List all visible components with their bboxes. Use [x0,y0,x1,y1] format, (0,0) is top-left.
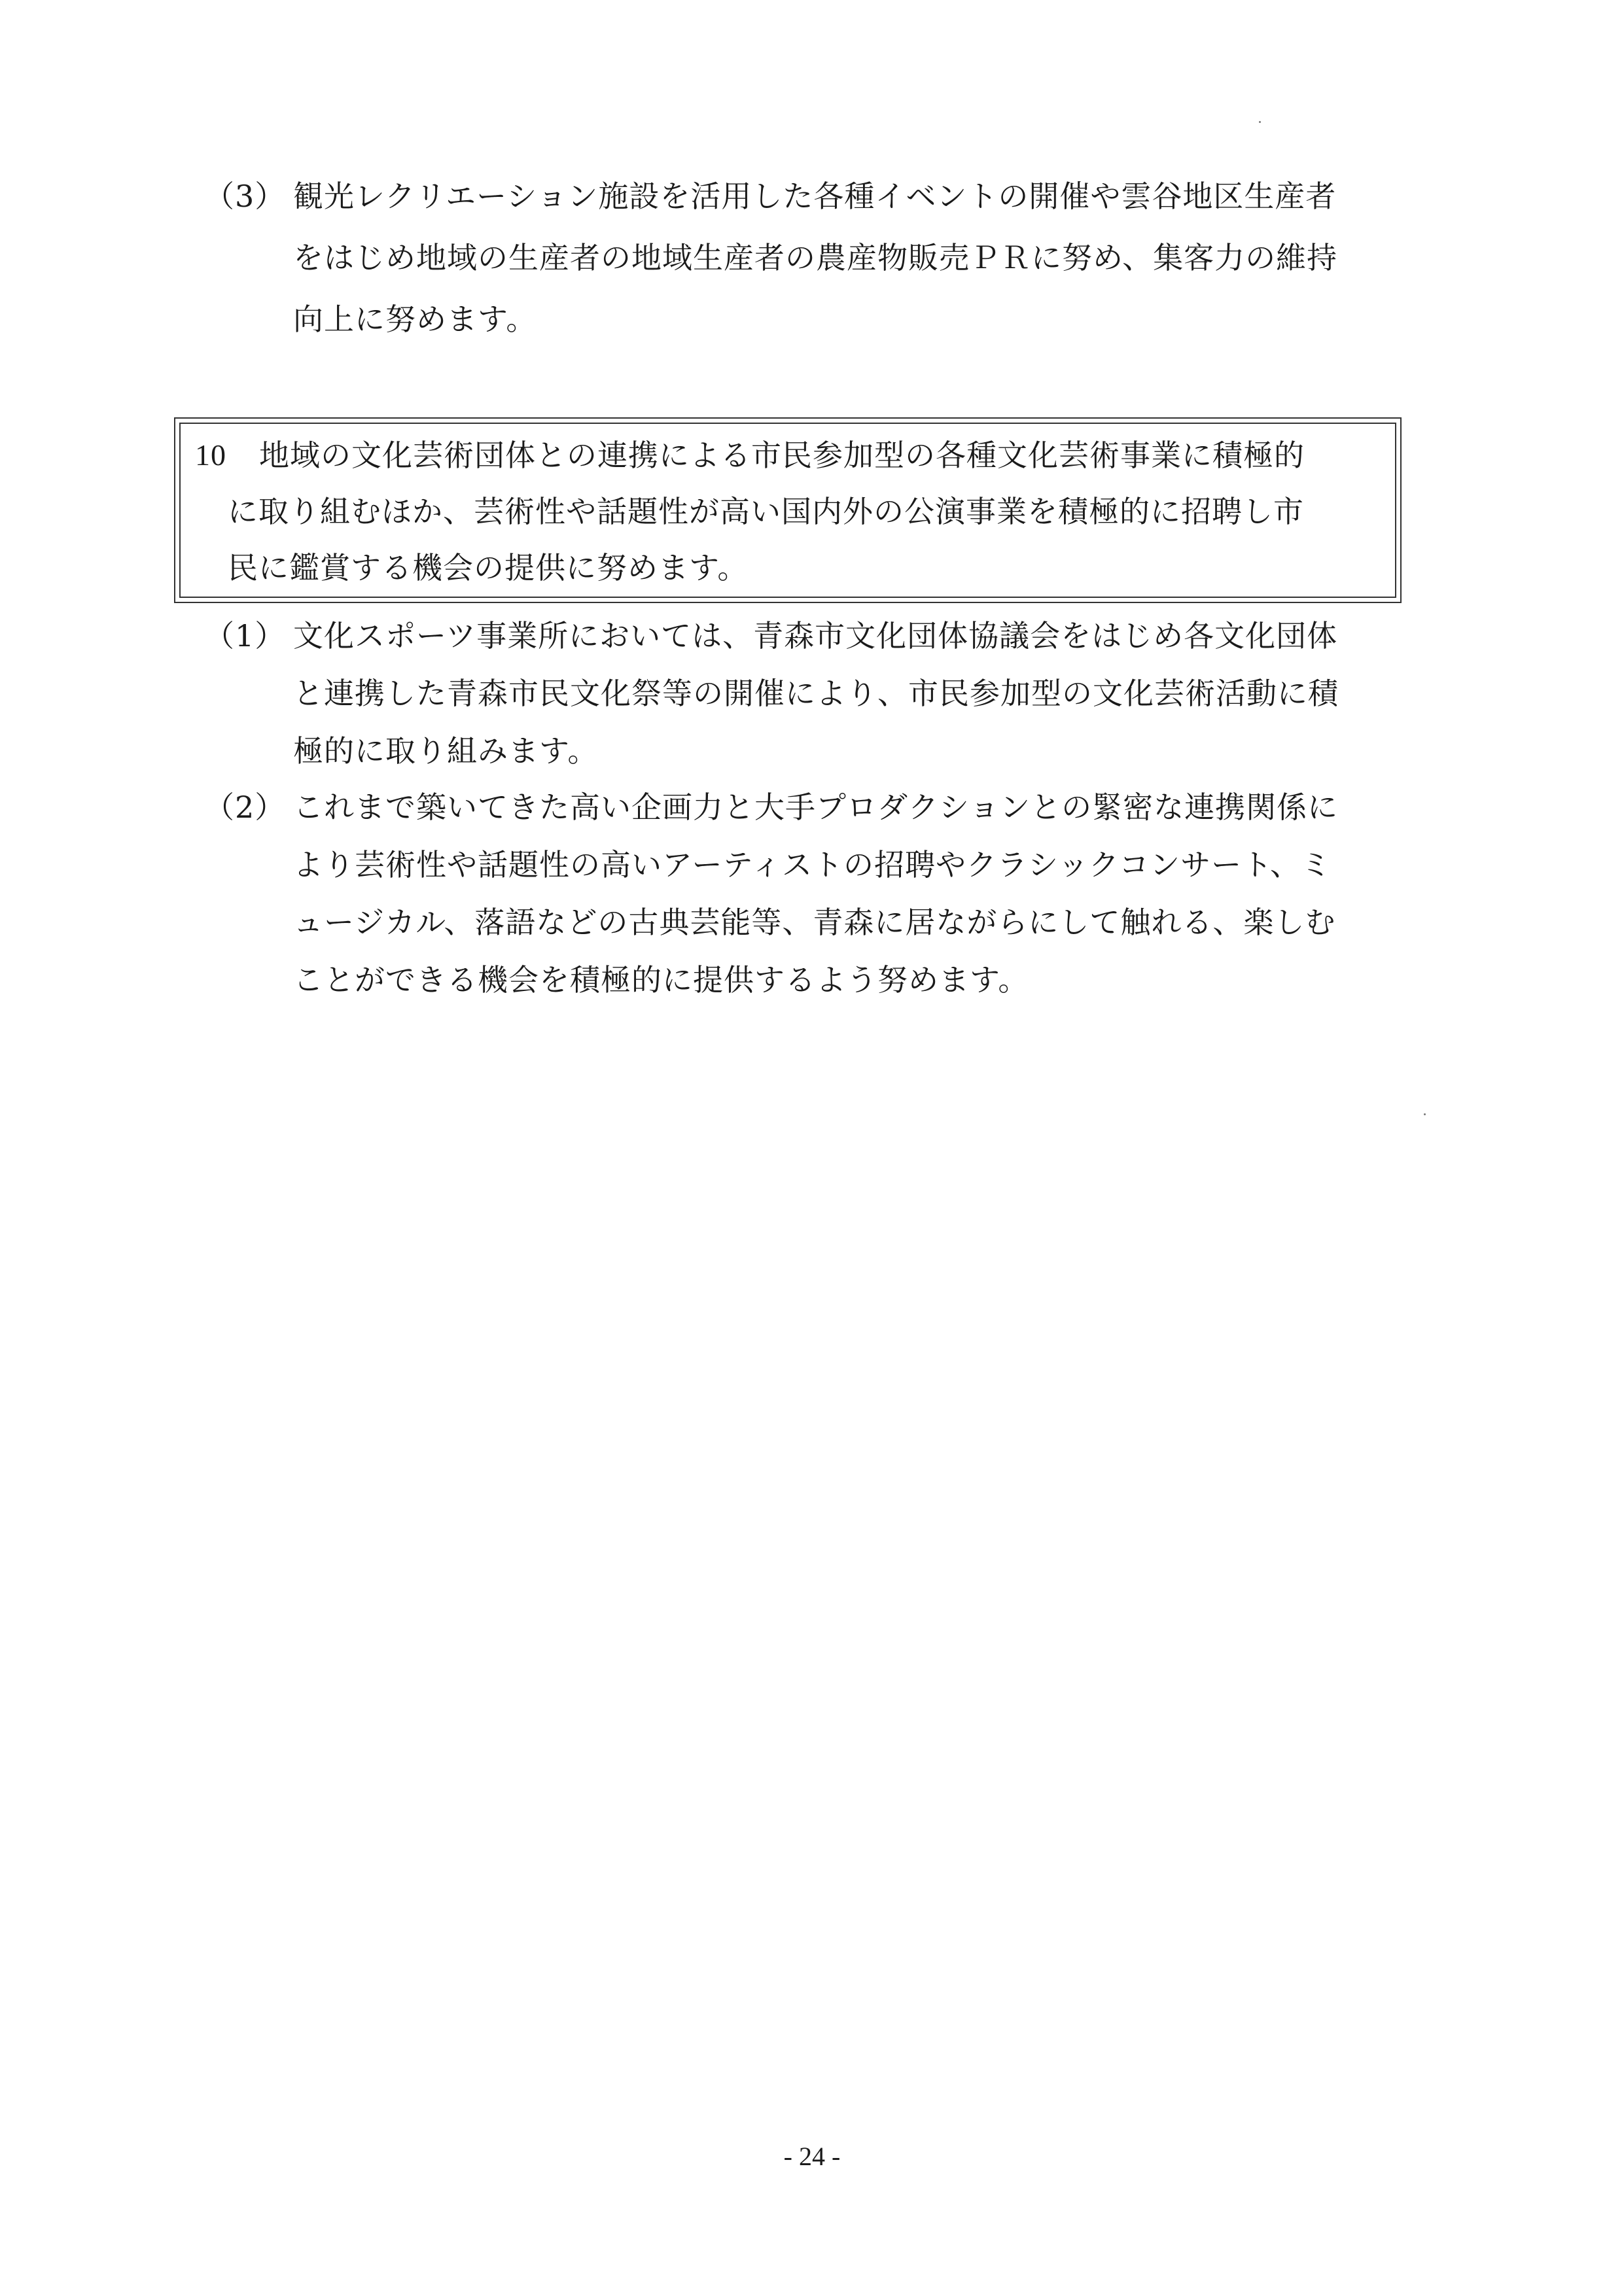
scan-speck [1424,1113,1426,1115]
list-item-2-line-2: より芸術性や話題性の高いアーティストの招聘やクラシックコンサート、ミ [293,847,1332,882]
list-item-2-line-1: これまで築いてきた高い企画力と大手プロダクションとの緊密な連携関係に [293,790,1339,825]
section-10-line-1: 地域の文化芸術団体との連携による市民参加型の各種文化芸術事業に積極的 [259,438,1305,473]
section-10-line-2: に取り組むほか、芸術性や話題性が高い国内外の公演事業を積極的に招聘し市 [228,494,1304,529]
page-number: - 24 - [783,2142,841,2171]
list-item-3-line-1: 観光レクリエーション施設を活用した各種イベントの開催や雲谷地区生産者 [293,179,1337,214]
list-item-1-line-3: 極的に取り組みます。 [293,733,599,769]
list-item-1-line-1: 文化スポーツ事業所においては、青森市文化団体協議会をはじめ各文化団体 [293,618,1338,653]
scan-speck [1259,121,1261,123]
list-item-2-label: （2） [204,790,286,825]
list-item-1-line-2: と連携した青森市民文化祭等の開催により、市民参加型の文化芸術活動に積 [293,676,1339,711]
list-item-2-line-4: ことができる機会を積極的に提供するよう努めます。 [293,962,1029,998]
list-item-3-label: （3） [204,179,286,214]
section-10-line-3: 民に鑑賞する機会の提供に努めます。 [228,550,749,585]
list-item-3-line-3: 向上に努めます。 [293,302,537,337]
section-10-number: 10 [195,438,226,472]
list-item-2-line-3: ュージカル、落語などの古典芸能等、青森に居ながらにして触れる、楽しむ [293,905,1336,940]
section-10-box [179,423,1396,598]
list-item-1-label: （1） [204,618,286,653]
list-item-3-line-2: をはじめ地域の生産者の地域生産者の農産物販売ＰＲに努め、集客力の維持 [293,240,1338,275]
